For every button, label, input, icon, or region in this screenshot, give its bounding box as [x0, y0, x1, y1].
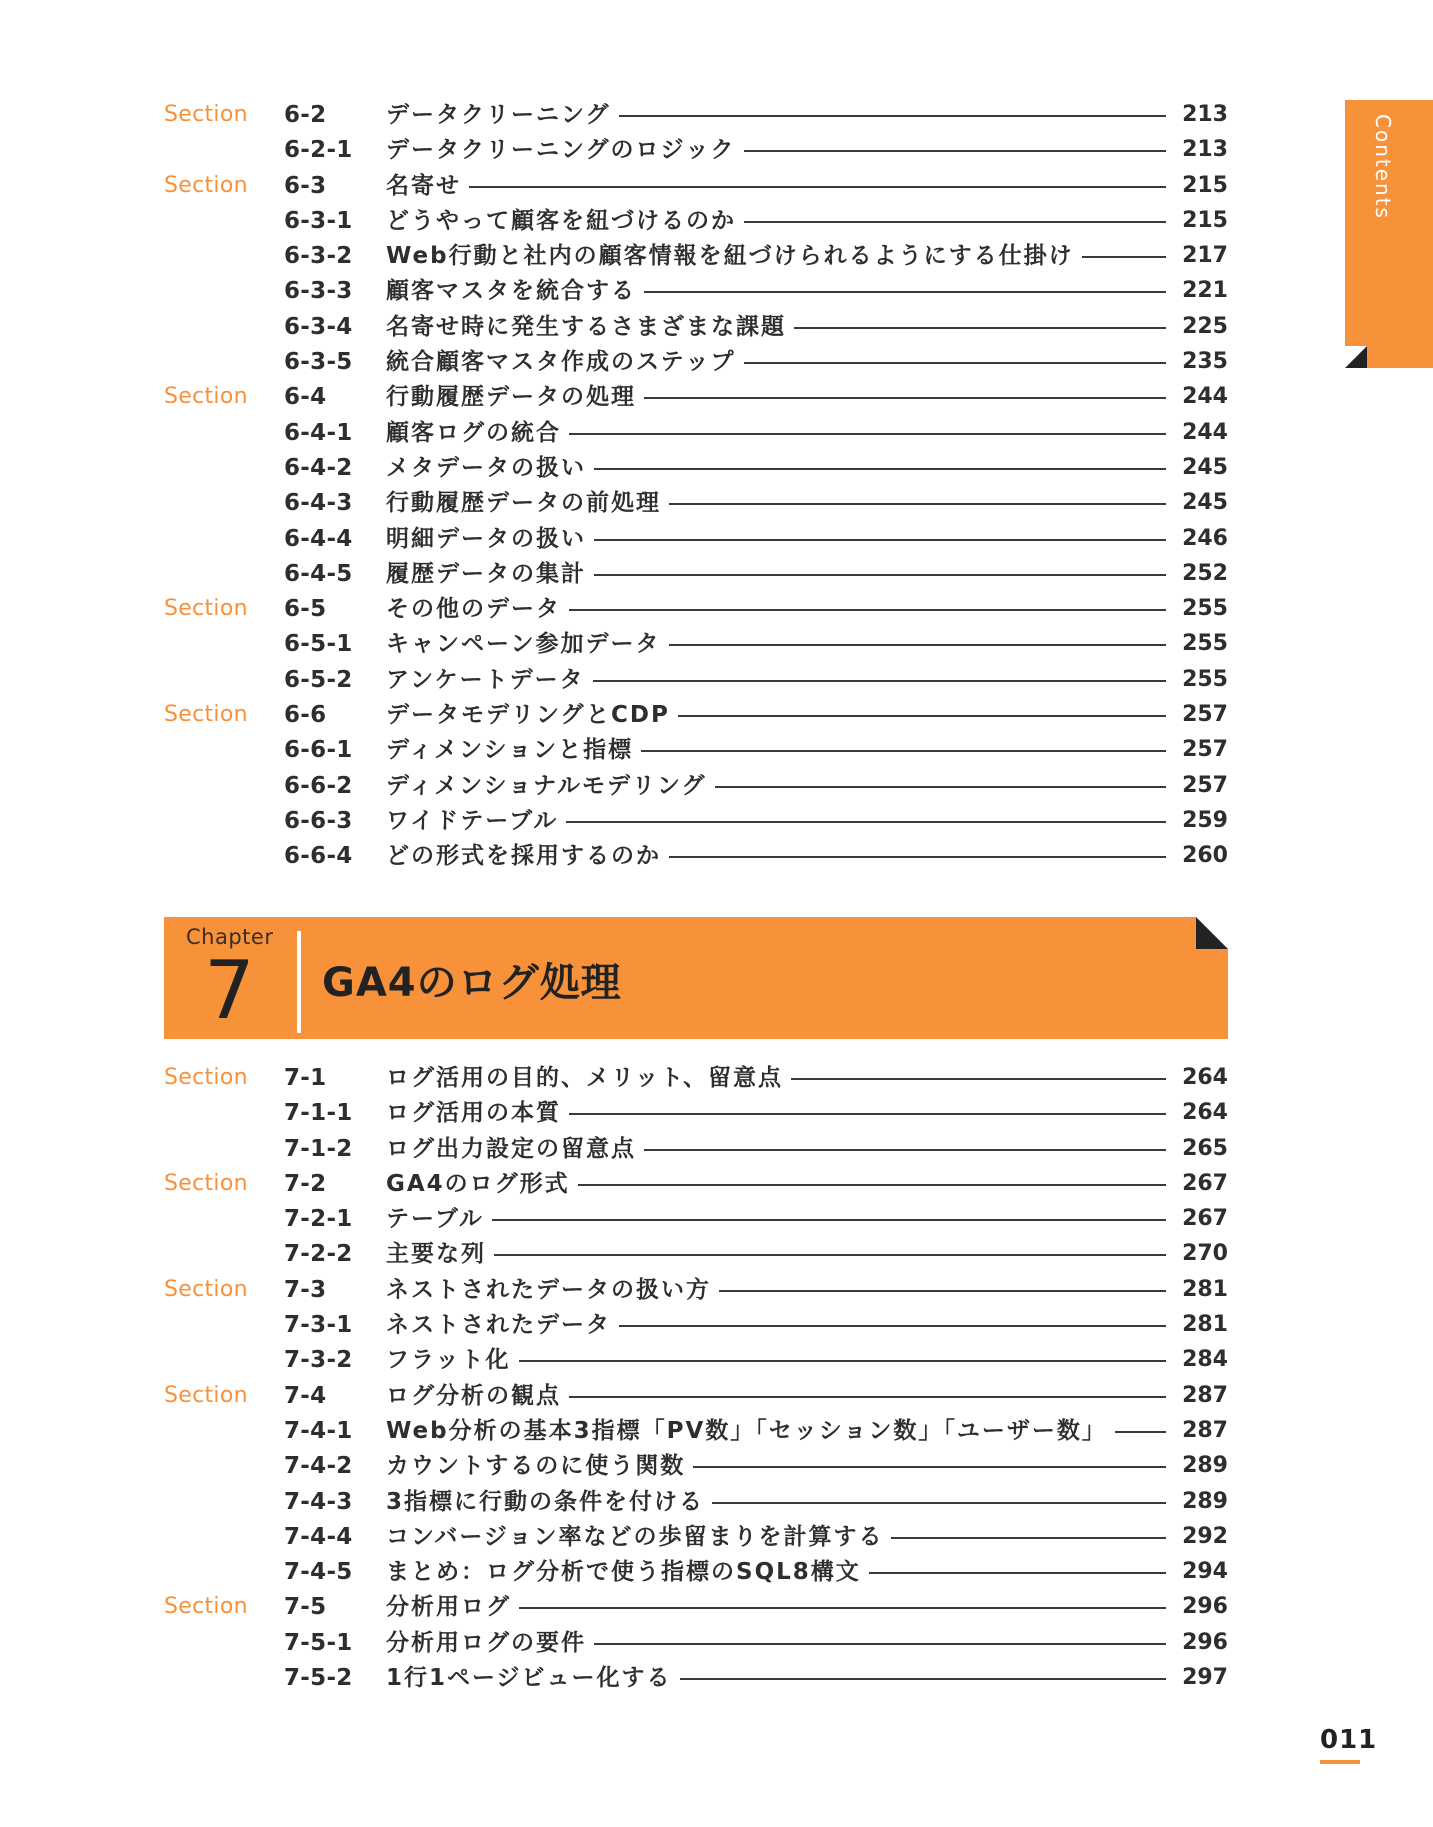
toc-page-number: 270 [1182, 1241, 1228, 1267]
toc-page-number: 289 [1182, 1453, 1228, 1479]
toc-number: 6-6-3 [284, 807, 353, 834]
toc-page-number: 215 [1182, 172, 1228, 198]
toc-title-cell [386, 1591, 1170, 1623]
toc-number: 7-4-1 [284, 1417, 353, 1444]
toc-title: ログ分析の観点 [386, 1382, 561, 1409]
toc-page-number: 215 [1182, 207, 1228, 233]
toc-page-number: 245 [1182, 490, 1228, 516]
toc-subsection-row[interactable] [164, 346, 1228, 381]
leader-line [715, 786, 1166, 788]
toc-section-row[interactable] [164, 381, 1228, 416]
toc-title-cell [386, 840, 1170, 872]
toc-subsection-row[interactable] [164, 487, 1228, 522]
toc-title-cell [386, 1309, 1170, 1341]
toc-number: 6-2 [284, 102, 327, 128]
toc-subsection-row[interactable] [164, 417, 1228, 452]
leader-line [644, 397, 1166, 399]
toc-number: 7-5-1 [284, 1629, 353, 1656]
toc-subsection-row[interactable] [164, 1097, 1228, 1132]
toc-title-cell [386, 1168, 1170, 1200]
toc-subsection-row[interactable] [164, 1309, 1228, 1344]
toc-subsection-row[interactable] [164, 664, 1228, 699]
toc-title-cell [386, 1062, 1170, 1094]
toc-section-row[interactable] [164, 99, 1228, 134]
leader-line [869, 1572, 1166, 1574]
leader-line [644, 1149, 1166, 1151]
section-label: Section [164, 1170, 248, 1196]
toc-number: 7-4 [284, 1382, 327, 1409]
toc-number: 6-5-2 [284, 666, 353, 693]
toc-number: 6-6 [284, 702, 327, 729]
toc-title: ディメンショナルモデリング [386, 772, 707, 799]
toc-subsection-row[interactable] [164, 523, 1228, 558]
toc-subsection-row[interactable] [164, 1344, 1228, 1379]
toc-subsection-row[interactable] [164, 1486, 1228, 1521]
toc-title: 分析用ログの要件 [386, 1629, 586, 1656]
toc-number: 6-3-2 [284, 243, 353, 270]
section-label: Section [164, 702, 248, 728]
leader-line [791, 1078, 1166, 1080]
toc-title: 明細データの扱い [386, 525, 586, 552]
leader-line [744, 150, 1166, 152]
leader-line [719, 1290, 1166, 1292]
tab-corner-fold [1345, 346, 1367, 368]
toc-title: 名寄せ時に発生するさまざまな課題 [386, 313, 786, 340]
toc-number: 7-3-2 [284, 1347, 353, 1374]
toc-number: 6-4 [284, 384, 327, 411]
toc-title-cell [386, 1097, 1170, 1129]
leader-line [594, 574, 1166, 576]
toc-page-number: 213 [1182, 102, 1228, 127]
leader-line [492, 1219, 1166, 1221]
toc-page-number: 221 [1182, 278, 1228, 304]
toc-subsection-row[interactable] [164, 134, 1228, 169]
toc-subsection-row[interactable] [164, 275, 1228, 310]
toc-title-cell [386, 1450, 1170, 1482]
leader-line [519, 1360, 1166, 1362]
leader-line [644, 291, 1166, 293]
leader-line [494, 1254, 1166, 1256]
toc-title: カウントするのに使う関数 [386, 1453, 686, 1480]
toc-title: ワイドテーブル [386, 807, 559, 834]
toc-subsection-row[interactable] [164, 558, 1228, 593]
toc-section-row[interactable] [164, 1274, 1228, 1309]
toc-number: 7-5-2 [284, 1665, 353, 1692]
toc-number: 7-5 [284, 1594, 327, 1621]
toc-title: 3指標に行動の条件を付ける [386, 1488, 705, 1515]
leader-line [566, 821, 1166, 823]
toc-page-number: 281 [1182, 1276, 1228, 1302]
toc-title: ログ出力設定の留意点 [386, 1135, 636, 1162]
leader-line [469, 186, 1166, 188]
leader-line [578, 1184, 1166, 1186]
toc-title: コンバージョン率などの歩留まりを計算する [386, 1523, 884, 1550]
toc-title-cell [386, 628, 1170, 660]
toc-title-cell [386, 1133, 1170, 1165]
toc-number: 6-2-1 [284, 137, 353, 164]
section-label: Section [164, 1382, 248, 1408]
toc-number: 7-1-1 [284, 1100, 353, 1127]
toc-number: 7-2-2 [284, 1241, 353, 1268]
toc-title-cell [386, 240, 1170, 272]
toc-number: 7-4-2 [284, 1453, 353, 1480]
toc-title: ネストされたデータの扱い方 [386, 1276, 711, 1303]
toc-page-number: 297 [1182, 1665, 1228, 1691]
leader-line [594, 1643, 1166, 1645]
toc-title-cell [386, 1662, 1170, 1694]
toc-title: どの形式を採用するのか [386, 843, 661, 870]
toc-subsection-row[interactable] [164, 1521, 1228, 1556]
leader-line [594, 539, 1166, 541]
toc-section-row[interactable] [164, 1591, 1228, 1626]
toc-title-cell [386, 558, 1170, 590]
section-label: Section [164, 172, 248, 198]
contents-side-tab [1345, 100, 1433, 368]
toc-title: Web分析の基本3指標「PV数」「セッション数」「ユーザー数」 [386, 1417, 1107, 1444]
leader-line [669, 503, 1166, 505]
toc-subsection-row[interactable] [164, 628, 1228, 663]
toc-number: 6-3-3 [284, 278, 353, 305]
leader-line [891, 1537, 1166, 1539]
toc-subsection-row[interactable] [164, 1133, 1228, 1168]
toc-title-cell [386, 1627, 1170, 1659]
toc-subsection-row[interactable] [164, 240, 1228, 275]
toc-title-cell [386, 1415, 1170, 1447]
leader-line [712, 1502, 1166, 1504]
toc-title: フラット化 [386, 1347, 511, 1374]
toc-title-cell [386, 1486, 1170, 1518]
chapter-divider [297, 931, 301, 1033]
toc-number: 7-1-2 [284, 1135, 353, 1162]
toc-number: 6-5-1 [284, 631, 353, 658]
toc-section-row[interactable] [164, 1380, 1228, 1415]
leader-line [569, 1113, 1166, 1115]
toc-section-row[interactable] [164, 170, 1228, 205]
toc-title: どうやって顧客を紐づけるのか [386, 207, 736, 234]
toc-number: 6-6-1 [284, 737, 353, 764]
toc-number: 7-2 [284, 1170, 327, 1197]
toc-number: 6-4-2 [284, 454, 353, 481]
toc-title-cell [386, 452, 1170, 484]
toc-page-number: 287 [1182, 1417, 1228, 1443]
toc-title: データクリーニングのロジック [386, 137, 736, 164]
toc-title: テーブル [386, 1206, 484, 1233]
toc-subsection-row[interactable] [164, 1556, 1228, 1591]
toc-subsection-row[interactable] [164, 452, 1228, 487]
leader-line [569, 1396, 1166, 1398]
leader-line [693, 1466, 1166, 1468]
leader-line [1082, 256, 1166, 258]
leader-line [744, 362, 1166, 364]
section-label: Section [164, 596, 248, 622]
toc-page-number: 257 [1182, 737, 1228, 763]
chapter-corner-fold [1196, 917, 1228, 949]
leader-line [744, 221, 1166, 223]
toc-title-cell [386, 1521, 1170, 1553]
contents-tab-label: Contents [1371, 114, 1395, 220]
toc-page-number: 264 [1182, 1065, 1228, 1090]
toc-page-number: 260 [1182, 843, 1228, 869]
toc-page-number: 292 [1182, 1523, 1228, 1549]
leader-line [569, 433, 1166, 435]
toc-title-cell [386, 1203, 1170, 1235]
toc-page-number: 296 [1182, 1629, 1228, 1655]
toc-subsection-row[interactable] [164, 805, 1228, 840]
toc-page-number: 255 [1182, 666, 1228, 692]
toc-page-number: 257 [1182, 772, 1228, 798]
toc-page-number: 294 [1182, 1559, 1228, 1585]
toc-title-cell [386, 346, 1170, 378]
toc-number: 7-3 [284, 1276, 327, 1303]
toc-page-number: 245 [1182, 454, 1228, 480]
toc-title: 統合顧客マスタ作成のステップ [386, 349, 736, 376]
toc-page-number: 267 [1182, 1170, 1228, 1196]
toc-chapter-6-list [164, 99, 1228, 876]
toc-title: ログ活用の目的、メリット、留意点 [386, 1065, 784, 1091]
toc-title-cell [386, 664, 1170, 696]
leader-line [678, 715, 1166, 717]
toc-title: データモデリングとCDP [386, 702, 670, 729]
toc-number: 6-3-4 [284, 313, 353, 340]
toc-title: ネストされたデータ [386, 1312, 611, 1339]
leader-line [669, 856, 1166, 858]
toc-subsection-row[interactable] [164, 1450, 1228, 1485]
toc-chapter-7-list [164, 1062, 1228, 1697]
toc-subsection-row[interactable] [164, 311, 1228, 346]
toc-section-row[interactable] [164, 1062, 1228, 1097]
toc-page-number: 255 [1182, 596, 1228, 622]
toc-title: アンケートデータ [386, 666, 585, 693]
toc-subsection-row[interactable] [164, 1415, 1228, 1450]
toc-number: 6-6-2 [284, 772, 353, 799]
leader-line [594, 468, 1166, 470]
toc-page-number: 267 [1182, 1206, 1228, 1232]
leader-line [1115, 1431, 1166, 1433]
toc-title: 分析用ログ [386, 1594, 511, 1621]
toc-number: 7-1 [284, 1065, 327, 1091]
toc-number: 6-4-3 [284, 490, 353, 517]
toc-page-number: 246 [1182, 525, 1228, 551]
page-number-underline [1320, 1760, 1360, 1764]
leader-line [619, 1325, 1166, 1327]
toc-title-cell [386, 134, 1170, 166]
toc-subsection-row[interactable] [164, 1662, 1228, 1697]
toc-title: GA4のログ形式 [386, 1170, 570, 1197]
leader-line [569, 609, 1166, 611]
toc-number: 7-3-1 [284, 1312, 353, 1339]
toc-subsection-row[interactable] [164, 1238, 1228, 1273]
toc-number: 6-3-1 [284, 207, 353, 234]
chapter-banner [164, 917, 1228, 1039]
toc-page-number: 296 [1182, 1594, 1228, 1620]
toc-page-number: 281 [1182, 1312, 1228, 1338]
toc-title-cell [386, 170, 1170, 202]
toc-subsection-row[interactable] [164, 1203, 1228, 1238]
toc-page-number: 287 [1182, 1382, 1228, 1408]
toc-subsection-row[interactable] [164, 840, 1228, 875]
section-label: Section [164, 1594, 248, 1620]
toc-number: 7-4-4 [284, 1523, 353, 1550]
toc-number: 6-4-4 [284, 525, 353, 552]
leader-line [641, 750, 1166, 752]
toc-subsection-row[interactable] [164, 734, 1228, 769]
leader-line [669, 644, 1166, 646]
toc-title: メタデータの扱い [386, 454, 586, 481]
toc-page-number: 244 [1182, 384, 1228, 410]
toc-page-number: 259 [1182, 807, 1228, 833]
toc-page-number: 255 [1182, 631, 1228, 657]
toc-title-cell [386, 1238, 1170, 1270]
toc-page-number: 264 [1182, 1100, 1228, 1126]
chapter-number: 7 [204, 944, 255, 1037]
toc-number: 7-2-1 [284, 1206, 353, 1233]
leader-line [619, 115, 1166, 117]
toc-page-number: 213 [1182, 137, 1228, 163]
section-label: Section [164, 1065, 248, 1090]
toc-page-number: 244 [1182, 419, 1228, 445]
toc-number: 6-5 [284, 596, 327, 623]
toc-title-cell [386, 381, 1170, 413]
toc-subsection-row[interactable] [164, 205, 1228, 240]
toc-title-cell [386, 275, 1170, 307]
toc-number: 7-4-5 [284, 1559, 353, 1586]
toc-title-cell [386, 593, 1170, 625]
toc-section-row[interactable] [164, 699, 1228, 734]
toc-title: データクリーニング [386, 102, 611, 128]
chapter-word: Chapter [186, 925, 274, 949]
toc-title-cell [386, 1380, 1170, 1412]
section-label: Section [164, 1276, 248, 1302]
toc-title-cell [386, 205, 1170, 237]
leader-line [519, 1607, 1166, 1609]
toc-title: その他のデータ [386, 596, 561, 623]
toc-page-number: 225 [1182, 313, 1228, 339]
toc-number: 6-3-5 [284, 349, 353, 376]
toc-title: ログ活用の本質 [386, 1100, 561, 1127]
toc-number: 6-4-1 [284, 419, 353, 446]
toc-page-number: 257 [1182, 702, 1228, 728]
toc-page-number: 217 [1182, 243, 1228, 269]
toc-title-cell [386, 417, 1170, 449]
toc-number: 6-3 [284, 172, 327, 199]
toc-title: 主要な列 [386, 1241, 486, 1268]
toc-title: まとめ：ログ分析で使う指標のSQL8構文 [386, 1559, 861, 1586]
toc-title: 履歴データの集計 [386, 560, 586, 587]
toc-section-row[interactable] [164, 593, 1228, 628]
toc-title-cell [386, 770, 1170, 802]
toc-title-cell [386, 1556, 1170, 1588]
toc-title-cell [386, 523, 1170, 555]
leader-line [794, 327, 1166, 329]
toc-page-number: 252 [1182, 560, 1228, 586]
toc-page-number: 284 [1182, 1347, 1228, 1373]
section-label: Section [164, 102, 248, 127]
toc-title-cell [386, 99, 1170, 131]
toc-title: 1行1ページビュー化する [386, 1665, 672, 1692]
toc-section-row[interactable] [164, 1168, 1228, 1203]
section-label: Section [164, 384, 248, 410]
toc-page-number: 235 [1182, 349, 1228, 375]
toc-title: 顧客ログの統合 [386, 419, 561, 446]
toc-title: 名寄せ [386, 172, 461, 199]
toc-number: 6-6-4 [284, 843, 353, 870]
toc-page-number: 265 [1182, 1135, 1228, 1161]
toc-number: 7-4-3 [284, 1488, 353, 1515]
toc-title: ディメンションと指標 [386, 737, 634, 764]
toc-title-cell [386, 311, 1170, 343]
toc-subsection-row[interactable] [164, 1627, 1228, 1662]
chapter-title: GA4のログ処理 [322, 960, 622, 1006]
toc-title-cell [386, 699, 1170, 731]
toc-title: 行動履歴データの処理 [386, 384, 636, 411]
toc-title-cell [386, 1344, 1170, 1376]
toc-title-cell [386, 1274, 1170, 1306]
toc-page-number: 289 [1182, 1488, 1228, 1514]
toc-title-cell [386, 487, 1170, 519]
toc-title: 顧客マスタを統合する [386, 278, 636, 305]
toc-title: 行動履歴データの前処理 [386, 490, 661, 517]
toc-title-cell [386, 734, 1170, 766]
page-number: 011 [1320, 1725, 1378, 1755]
leader-line [680, 1678, 1166, 1680]
toc-title: キャンペーン参加データ [386, 631, 661, 658]
toc-number: 6-4-5 [284, 560, 353, 587]
leader-line [593, 680, 1166, 682]
toc-title-cell [386, 805, 1170, 837]
toc-subsection-row[interactable] [164, 770, 1228, 805]
toc-title: Web行動と社内の顧客情報を紐づけられるようにする仕掛け [386, 243, 1074, 270]
